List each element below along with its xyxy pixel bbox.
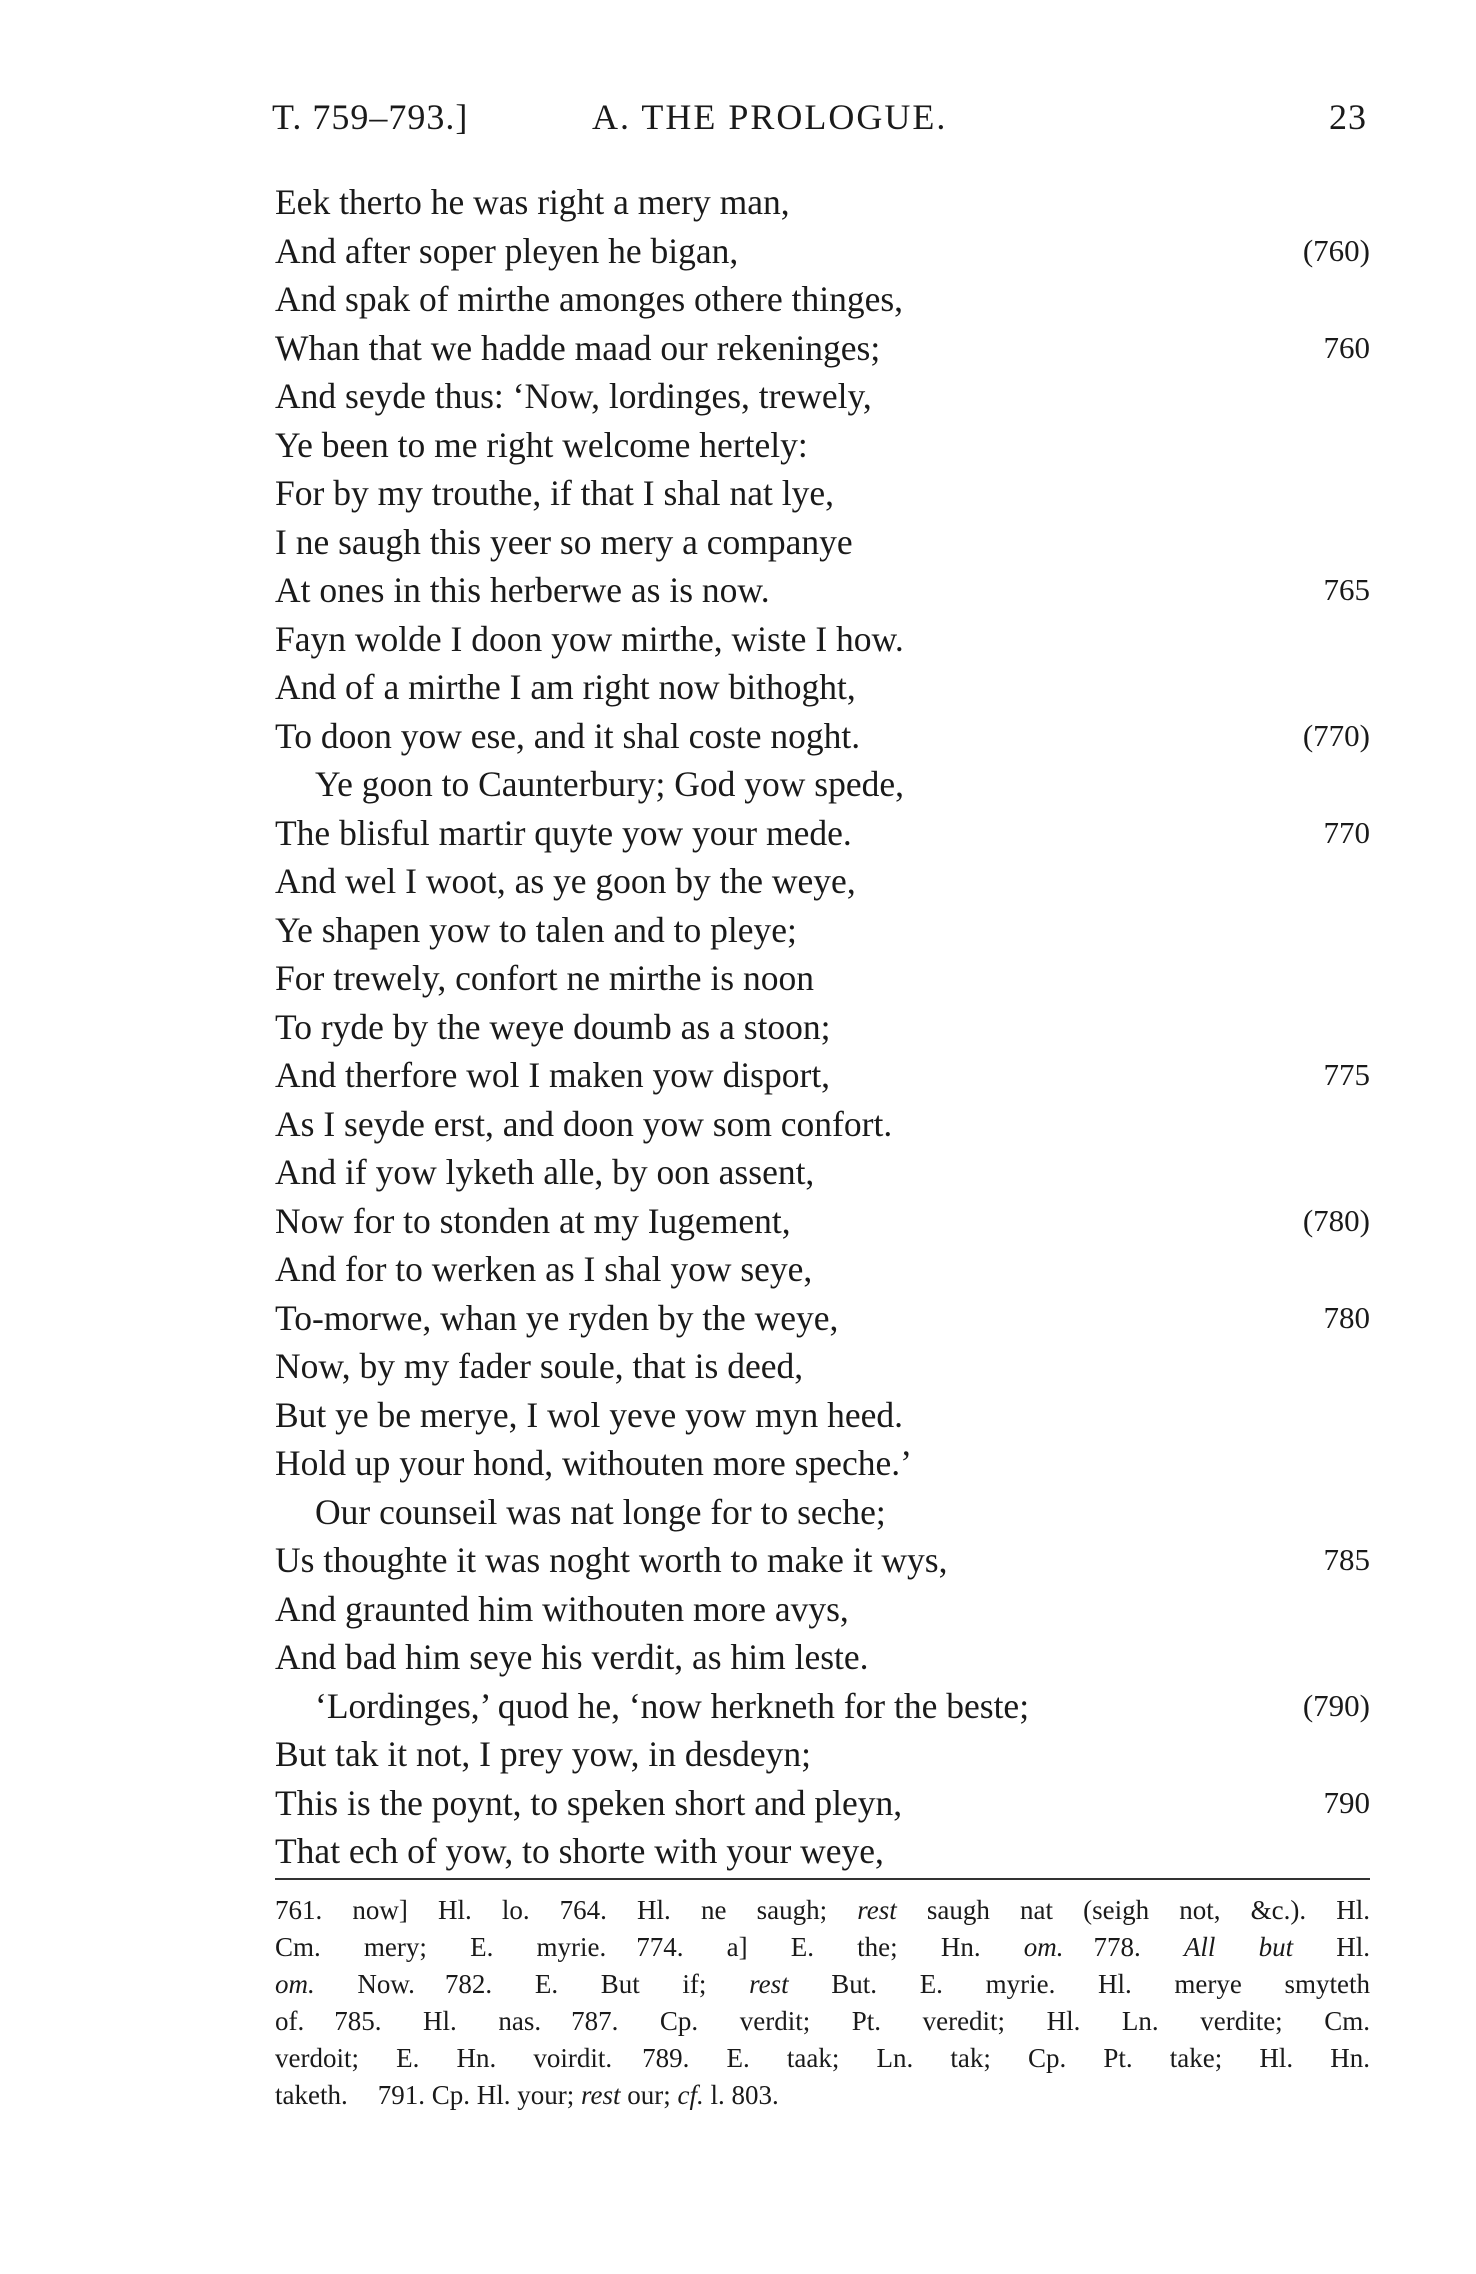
verse-line	[275, 372, 1370, 421]
verse-line	[275, 227, 1370, 276]
verse-line	[275, 760, 1370, 809]
verse-line	[275, 1633, 1370, 1682]
verse-text: Hold up your hond, withouten more speche.’	[275, 1443, 912, 1483]
verse-text: But ye be merye, I wol yeve yow myn heed.	[275, 1394, 903, 1435]
verse-line	[275, 1391, 1370, 1440]
verse-line	[275, 518, 1370, 567]
verse-line	[275, 906, 1370, 955]
verse-line	[275, 469, 1370, 518]
verse-line	[275, 1148, 1370, 1197]
page-number: 23	[1329, 97, 1367, 137]
footnote-line: verdoit; E. Hn. voirdit. 789. E. taak; Ln. tak; Cp. Pt. take; Hl. Hn.	[275, 2043, 1370, 2073]
line-number: 775	[1323, 1057, 1370, 1092]
verse-line	[275, 1730, 1370, 1779]
verse-line	[275, 954, 1370, 1003]
verse-text: And for to werken as I shal yow seye,	[275, 1249, 813, 1289]
section-title: A. THE PROLOGUE.	[592, 97, 948, 137]
footnote-divider	[275, 1878, 1370, 1880]
poem-text	[275, 178, 1370, 1876]
verse-line	[275, 1197, 1370, 1246]
verse-line	[275, 1585, 1370, 1634]
verse-line	[275, 809, 1370, 858]
verse-text: As I seyde erst, and doon yow som confort.	[275, 1103, 893, 1144]
footnote-line: 761. now] Hl. lo. 764. Hl. ne saugh; rest saugh nat (seigh not, &c.). Hl.	[275, 1895, 1370, 1925]
verse-text: Eek therto he was right a mery man,	[275, 182, 790, 222]
line-number: 770	[1323, 814, 1370, 850]
verse-text: At ones in this herberwe as is now.	[275, 570, 770, 610]
verse-text: To doon yow ese, and it shal coste noght.	[275, 715, 861, 756]
verse-text: Whan that we hadde maad our rekeninges;	[275, 327, 881, 368]
verse-line	[275, 178, 1370, 227]
verse-text: Ye been to me right welcome hertely:	[275, 424, 808, 465]
verse-text: The blisful martir quyte yow your mede.	[275, 812, 852, 853]
line-number: (790)	[1302, 1687, 1370, 1723]
footnote-line: om. Now. 782. E. But if; rest But. E. myrie. Hl. merye smyteth	[275, 1969, 1371, 1999]
verse-line	[275, 421, 1370, 470]
verse-text: Our counseil was nat longe for to seche;	[315, 1491, 886, 1532]
verse-text: To-morwe, whan ye ryden by the weye,	[275, 1297, 839, 1338]
verse-line	[275, 324, 1370, 373]
verse-text: And bad him seye his verdit, as him leste.	[275, 1637, 869, 1677]
verse-text: And after soper pleyen he bigan,	[275, 230, 739, 271]
verse-line	[275, 615, 1370, 664]
verse-text: And of a mirthe I am right now bithoght,	[275, 667, 856, 707]
verse-text: This is the poynt, to speken short and pleyn,	[275, 1782, 903, 1823]
verse-line	[275, 1100, 1370, 1149]
verse-line	[275, 1294, 1370, 1343]
verse-line	[275, 663, 1370, 712]
verse-text: And spak of mirthe amonges othere thinges,	[275, 279, 904, 319]
line-number: 785	[1323, 1542, 1370, 1577]
verse-text: Ye goon to Caunterbury; God yow spede,	[315, 764, 904, 804]
line-number: 760	[1323, 329, 1370, 365]
verse-line	[275, 712, 1370, 761]
verse-text: Now, by my fader soule, that is deed,	[275, 1346, 804, 1386]
verse-text: I ne saugh this yeer so mery a companye	[275, 521, 853, 562]
footnote-line: taketh. 791. Cp. Hl. your; rest our; cf. l. 803.	[275, 2080, 779, 2110]
verse-line	[275, 275, 1370, 324]
verse-line	[275, 857, 1370, 906]
verse-line	[275, 566, 1370, 615]
line-number: (760)	[1302, 232, 1370, 268]
running-header	[272, 96, 1367, 146]
footnotes	[275, 1892, 1370, 2114]
line-number: 790	[1323, 1784, 1370, 1820]
verse-text: For by my trouthe, if that I shal nat lye,	[275, 473, 835, 513]
verse-text: And therfore wol I maken yow disport,	[275, 1055, 831, 1095]
verse-text: For trewely, confort ne mirthe is noon	[275, 958, 814, 998]
verse-line	[275, 1439, 1370, 1488]
verse-line	[275, 1827, 1370, 1876]
verse-text: And if yow lyketh alle, by oon assent,	[275, 1152, 815, 1192]
verse-line	[275, 1682, 1370, 1731]
line-number: 780	[1323, 1299, 1370, 1335]
verse-text: Now for to stonden at my Iugement,	[275, 1200, 791, 1241]
verse-text: Us thoughte it was noght worth to make it wys,	[275, 1540, 948, 1580]
line-range: T. 759–793.]	[272, 97, 469, 137]
verse-text: To ryde by the weye doumb as a stoon;	[275, 1006, 831, 1047]
verse-line	[275, 1245, 1370, 1294]
verse-text: And graunted him withouten more avys,	[275, 1588, 849, 1629]
verse-text: But tak it not, I prey yow, in desdeyn;	[275, 1734, 812, 1774]
line-number: (770)	[1302, 717, 1370, 753]
verse-line	[275, 1342, 1370, 1391]
verse-text: And seyde thus: ‘Now, lordinges, trewely,	[275, 376, 872, 416]
verse-text: That ech of yow, to shorte with your weye,	[275, 1831, 884, 1871]
footnote-line: Cm. mery; E. myrie. 774. a] E. the; Hn. om. 778. All but Hl.	[275, 1932, 1371, 1962]
footnote-line: of. 785. Hl. nas. 787. Cp. verdit; Pt. veredit; Hl. Ln. verdite; Cm.	[275, 2006, 1370, 2036]
verse-text: Ye shapen yow to talen and to pleye;	[275, 909, 797, 950]
verse-line	[275, 1488, 1370, 1537]
verse-line	[275, 1003, 1370, 1052]
line-number: (780)	[1302, 1202, 1370, 1238]
verse-line	[275, 1051, 1370, 1100]
line-number: 765	[1323, 572, 1370, 607]
verse-line	[275, 1779, 1370, 1828]
verse-text: And wel I woot, as ye goon by the weye,	[275, 861, 856, 901]
verse-line	[275, 1536, 1370, 1585]
verse-text: ‘Lordinges,’ quod he, ‘now herkneth for the beste;	[315, 1685, 1030, 1726]
verse-text: Fayn wolde I doon yow mirthe, wiste I how.	[275, 618, 904, 659]
